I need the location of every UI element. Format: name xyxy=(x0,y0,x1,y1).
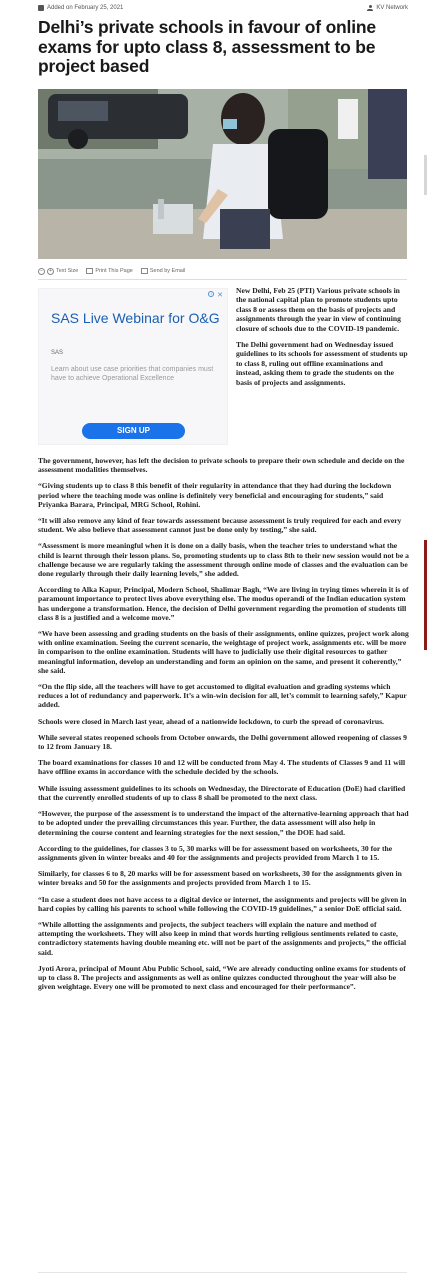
article-body xyxy=(38,456,409,998)
email-link[interactable] xyxy=(141,268,185,274)
author-name[interactable]: KV Network xyxy=(376,5,408,11)
body-paragraph: “On the flip side, all the teachers will have to get accustomed to digital evaluation and grading systems which reduces a lot of redundancy and paperwork. It’s a win-win decision for all, let’s commit to learning safely,” Kapur added. xyxy=(38,682,407,710)
article-photo xyxy=(38,89,407,259)
email-label[interactable]: Send by Email xyxy=(149,268,186,274)
body-paragraph: The government, however, has left the decision to private schools to prepare their own schedule and decide on the assessment modalities themselves. xyxy=(38,456,405,475)
ad-controls[interactable] xyxy=(208,291,223,299)
ad-title[interactable]: SAS Live Webinar for O&G xyxy=(51,310,220,326)
printer-icon xyxy=(86,268,93,274)
body-paragraph: While issuing assessment guidelines to its schools on Wednesday, the Directorate of Education (DoE) had clarified that the currently enrolled students of up to class 8 shall be promoted to the next class. xyxy=(38,783,406,802)
body-paragraph: “We have been assessing and grading students on the basis of their assignments, online quizzes, project work along with online examination. Seeing the current scenario, the weightage of project work, assignments etc. will be more in comparison to the online examination. Students will have to judicially use their digital resources to gather meaningful information, develop an understanding and form an opinion on the same, and present it coherently,” she said. xyxy=(38,629,409,675)
text-size-control[interactable] xyxy=(38,268,78,275)
increase-text-icon[interactable]: + xyxy=(47,268,54,275)
mail-icon xyxy=(141,268,148,274)
article-intro xyxy=(236,286,409,394)
intro-paragraph: New Delhi, Feb 25 (PTI) Various private schools in the national capital plan to promote students upto class 8 or assess them on the basis of projects and assignments through the year in view of continuing closure of schools due to the COVID-19 pandemic. xyxy=(236,286,401,333)
student-photo-illustration xyxy=(38,89,407,259)
body-paragraph: “However, the purpose of the assessment is to understand the impact of the alternative-learning approach that had to be adopted under the prevailing circumstances this year. Further, the data assessment will also help in determining the course content and learning strategies for the next session,” the DOE had said. xyxy=(38,809,409,837)
calendar-icon xyxy=(38,5,44,11)
ad-close-icon[interactable]: ✕ xyxy=(217,292,223,299)
article-tools xyxy=(38,266,185,276)
ad-brand: SAS xyxy=(51,350,64,356)
text-size-label: Text Size xyxy=(56,268,79,274)
body-paragraph: The board examinations for classes 10 and 12 will be conducted from May 4. The students of Classes 9 and 11 will have offline exams in accordance with the schedule decided by the schools. xyxy=(38,758,406,777)
published-date: Added on February 25, 2021 xyxy=(47,5,124,11)
intro-paragraph: The Delhi government had on Wednesday issued guidelines to its schools for assessment of students up to class 8, ruling out offline examinations and instead, asking them to grade the students on the basis of projects and assignments. xyxy=(236,340,408,387)
ad-info-icon[interactable]: i xyxy=(208,291,214,297)
author-meta[interactable] xyxy=(367,5,408,11)
user-icon xyxy=(367,5,373,11)
ad-body: Learn about use case priorities that companies must have to achieve Operational Excellence xyxy=(51,366,214,382)
footer-divider xyxy=(38,1272,407,1273)
tools-divider xyxy=(38,279,407,280)
print-link[interactable] xyxy=(86,268,133,274)
body-paragraph: Schools were closed in March last year, ahead of a nationwide lockdown, to curb the spread of coronavirus. xyxy=(38,716,384,726)
advertisement[interactable] xyxy=(38,288,228,445)
body-paragraph: “It will also remove any kind of fear towards assessment because assessment is truly required for each and every student. We also believe that assessment cannot just be done only by testing,” she said. xyxy=(38,516,402,535)
date-meta xyxy=(38,5,123,11)
decrease-text-icon[interactable]: − xyxy=(38,268,45,275)
ad-signup-button[interactable]: SIGN UP xyxy=(82,423,185,439)
body-paragraph: Similarly, for classes 6 to 8, 20 marks will be for assessment based on worksheets, 30 for the assignments given in winter breaks and 50 for the assignments and projects provided from March 1 to 15. xyxy=(38,869,402,888)
body-paragraph: According to Alka Kapur, Principal, Modern School, Shalimar Bagh, “We are living in trying times wherein it is of paramount importance to protect lives above everything else. The modus operandi of the Indian education system has undergone a transformation. Hence, the decision of Delhi government regarding the promotion of students till class 8 is a justified and a welcome move.” xyxy=(38,585,409,622)
body-paragraph: “Giving students up to class 8 this benefit of their regularity in attendance that they had during the lockdown period where the teaching mode was online is definitely very beneficial and encouraging for students,” said Priyanka Barara, Principal, MRG School, Rohini. xyxy=(38,481,392,509)
body-paragraph: According to the guidelines, for classes 3 to 5, 30 marks will be for assessment based on worksheets, 30 for the assignments given in winter breaks and 40 for the assignments and projects provided from March 1 to 15. xyxy=(38,843,393,862)
body-paragraph: “Assessment is more meaningful when it is done on a daily basis, when the teacher tries to understand what the child is learnt through their lesson plans. So, promoting students up to class 8th to their new session would not be a challenge because we are regularly taking the assessment through online mode of classes and the evaluation can be done regularly through their daily learning levels,” she added. xyxy=(38,541,409,579)
body-paragraph: “While allotting the assignments and projects, the subject teachers will explain the nature and method of attempting the worksheets. They will also keep in mind that words hurting religious sentiments related to caste, contradictory statements having double meaning etc. will not be part of the assignments and projects,” the official said. xyxy=(38,919,407,957)
print-label[interactable]: Print This Page xyxy=(95,268,133,274)
article-title: Delhi’s private schools in favour of online exams for upto class 8, assessment to be project based xyxy=(38,17,376,76)
article-meta-bar xyxy=(38,2,408,14)
body-paragraph: Jyoti Arora, principal of Mount Abu Public School, said, “We are already conducting online exams for students of up to class 8. The projects and assignments as well as online quizzes conducted throughout the year will also be given weightage. Every one will be promoted to next class and encouraged for their performance”. xyxy=(38,963,406,992)
body-paragraph: “In case a student does not have access to a digital device or internet, the assignments and projects will be given in hard copies by calling his parents to school while following the COVID-19 guidelines,” a senior DoE official said. xyxy=(38,894,407,913)
body-paragraph: While several states reopened schools from October onwards, the Delhi government allowed reopening of classes 9 to 12 from January 18. xyxy=(38,732,407,752)
